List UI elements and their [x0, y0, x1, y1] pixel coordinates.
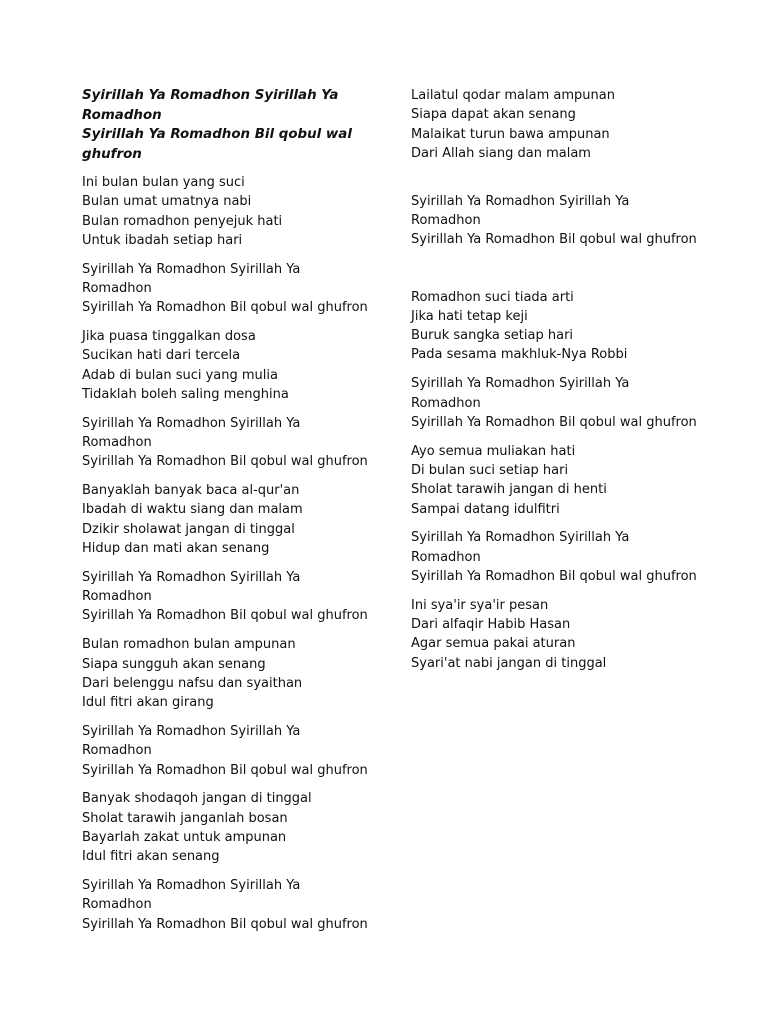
- title-line: Romadhon: [82, 107, 162, 123]
- chorus-stanza: [82, 260, 372, 318]
- lyric-line: Bulan romadhon bulan ampunan: [82, 637, 296, 653]
- chorus-stanza: [82, 414, 372, 472]
- lyric-line: Banyak shodaqoh jangan di tinggal: [82, 791, 312, 807]
- lyric-line: Dari belenggu nafsu dan syaithan: [82, 675, 303, 691]
- lyric-line: Syirillah Ya Romadhon Bil qobul wal ghufron: [82, 762, 368, 778]
- lyric-line: Romadhon: [82, 743, 152, 759]
- title-line: Syirillah Ya Romadhon Syirillah Ya: [82, 88, 339, 103]
- chorus-stanza: [411, 374, 711, 432]
- lyric-line: Syirillah Ya Romadhon Bil qobul wal ghufron: [82, 300, 368, 316]
- lyric-line: Bulan umat umatnya nabi: [82, 194, 252, 210]
- lyric-line: Syirillah Ya Romadhon Syirillah Ya: [411, 193, 630, 209]
- verse-stanza: [82, 789, 372, 866]
- chorus-stanza: [411, 192, 711, 250]
- lyric-line: Tidaklah boleh saling menghina: [82, 386, 289, 402]
- lyric-line: Romadhon: [411, 549, 481, 565]
- lyric-line: Di bulan suci setiap hari: [411, 462, 569, 478]
- chorus-stanza: [82, 876, 372, 934]
- lyric-line: Dzikir sholawat jangan di tinggal: [82, 521, 295, 537]
- lyric-line: Dari Allah siang dan malam: [411, 145, 591, 161]
- right-column: [411, 86, 711, 682]
- lyric-line: Romadhon: [411, 395, 481, 411]
- verse-stanza: [411, 288, 711, 365]
- lyric-line: Ibadah di waktu siang dan malam: [82, 502, 303, 518]
- lyric-line: Syirillah Ya Romadhon Syirillah Ya: [82, 569, 301, 585]
- chorus-stanza: [82, 722, 372, 780]
- lyric-line: Buruk sangka setiap hari: [411, 328, 574, 344]
- lyric-line: Ini sya'ir sya'ir pesan: [411, 597, 549, 613]
- lyric-line: Syirillah Ya Romadhon Bil qobul wal ghufron: [411, 568, 697, 584]
- lyric-line: Adab di bulan suci yang mulia: [82, 367, 278, 383]
- lyric-line: Untuk ibadah setiap hari: [82, 232, 243, 248]
- lyric-line: Syirillah Ya Romadhon Bil qobul wal ghufron: [82, 916, 368, 932]
- lyric-line: Syirillah Ya Romadhon Bil qobul wal ghufron: [411, 232, 697, 248]
- lyric-line: Idul fitri akan girang: [82, 695, 214, 711]
- lyric-line: Bayarlah zakat untuk ampunan: [82, 829, 287, 845]
- lyric-line: Banyaklah banyak baca al-qur'an: [82, 483, 300, 499]
- lyric-line: Hidup dan mati akan senang: [82, 541, 270, 557]
- lyric-line: Pada sesama makhluk-Nya Robbi: [411, 347, 628, 363]
- title-line: Syirillah Ya Romadhon Bil qobul wal: [82, 127, 352, 142]
- song-title: [82, 86, 372, 164]
- verse-stanza: [411, 596, 711, 673]
- lyric-line: Sucikan hati dari tercela: [82, 348, 241, 364]
- lyric-line: Lailatul qodar malam ampunan: [411, 88, 615, 103]
- lyric-line: Syirillah Ya Romadhon Syirillah Ya: [82, 723, 301, 739]
- lyric-line: Dari alfaqir Habib Hasan: [411, 617, 571, 633]
- lyric-line: Syirillah Ya Romadhon Syirillah Ya: [82, 261, 301, 277]
- chorus-stanza: [82, 568, 372, 626]
- lyric-line: Idul fitri akan senang: [82, 849, 220, 865]
- lyric-line: Siapa sungguh akan senang: [82, 656, 266, 672]
- verse-stanza: [82, 327, 372, 404]
- verse-stanza: [82, 635, 372, 712]
- lyric-line: Syari'at nabi jangan di tinggal: [411, 655, 607, 671]
- lyric-line: Romadhon: [82, 280, 152, 296]
- lyric-line: Syirillah Ya Romadhon Bil qobul wal ghufron: [411, 414, 697, 430]
- chorus-stanza: [411, 528, 711, 586]
- lyric-line: Malaikat turun bawa ampunan: [411, 126, 610, 142]
- lyric-line: Syirillah Ya Romadhon Syirillah Ya: [82, 878, 301, 893]
- lyric-line: Bulan romadhon penyejuk hati: [82, 213, 283, 229]
- lyric-line: Romadhon: [82, 589, 152, 605]
- lyric-line: Agar semua pakai aturan: [411, 636, 576, 652]
- verse-stanza: [411, 86, 711, 163]
- lyric-line: Sampai datang idulfitri: [411, 501, 560, 517]
- verse-stanza: [82, 173, 372, 250]
- lyric-line: Jika hati tetap keji: [411, 308, 528, 324]
- title-line: ghufron: [82, 146, 142, 162]
- lyric-line: Ini bulan bulan yang suci: [82, 175, 245, 190]
- lyric-line: Jika puasa tinggalkan dosa: [82, 329, 256, 345]
- left-column: [82, 86, 372, 943]
- lyric-line: Sholat tarawih jangan di henti: [411, 482, 607, 498]
- lyric-line: Syirillah Ya Romadhon Bil qobul wal ghufron: [82, 608, 368, 624]
- lyric-line: Romadhon: [411, 212, 481, 228]
- lyric-line: Romadhon suci tiada arti: [411, 289, 574, 305]
- lyric-line: Ayo semua muliakan hati: [411, 443, 576, 459]
- verse-stanza: [411, 442, 711, 519]
- lyric-line: Siapa dapat akan senang: [411, 107, 576, 123]
- lyric-line: Syirillah Ya Romadhon Bil qobul wal ghufron: [82, 454, 368, 470]
- lyric-line: Romadhon: [82, 435, 152, 451]
- lyric-line: Sholat tarawih janganlah bosan: [82, 810, 288, 826]
- verse-stanza: [82, 481, 372, 558]
- lyric-line: Syirillah Ya Romadhon Syirillah Ya: [411, 376, 630, 392]
- lyric-line: Syirillah Ya Romadhon Syirillah Ya: [82, 415, 301, 431]
- lyric-line: Romadhon: [82, 897, 152, 913]
- lyric-line: Syirillah Ya Romadhon Syirillah Ya: [411, 530, 630, 546]
